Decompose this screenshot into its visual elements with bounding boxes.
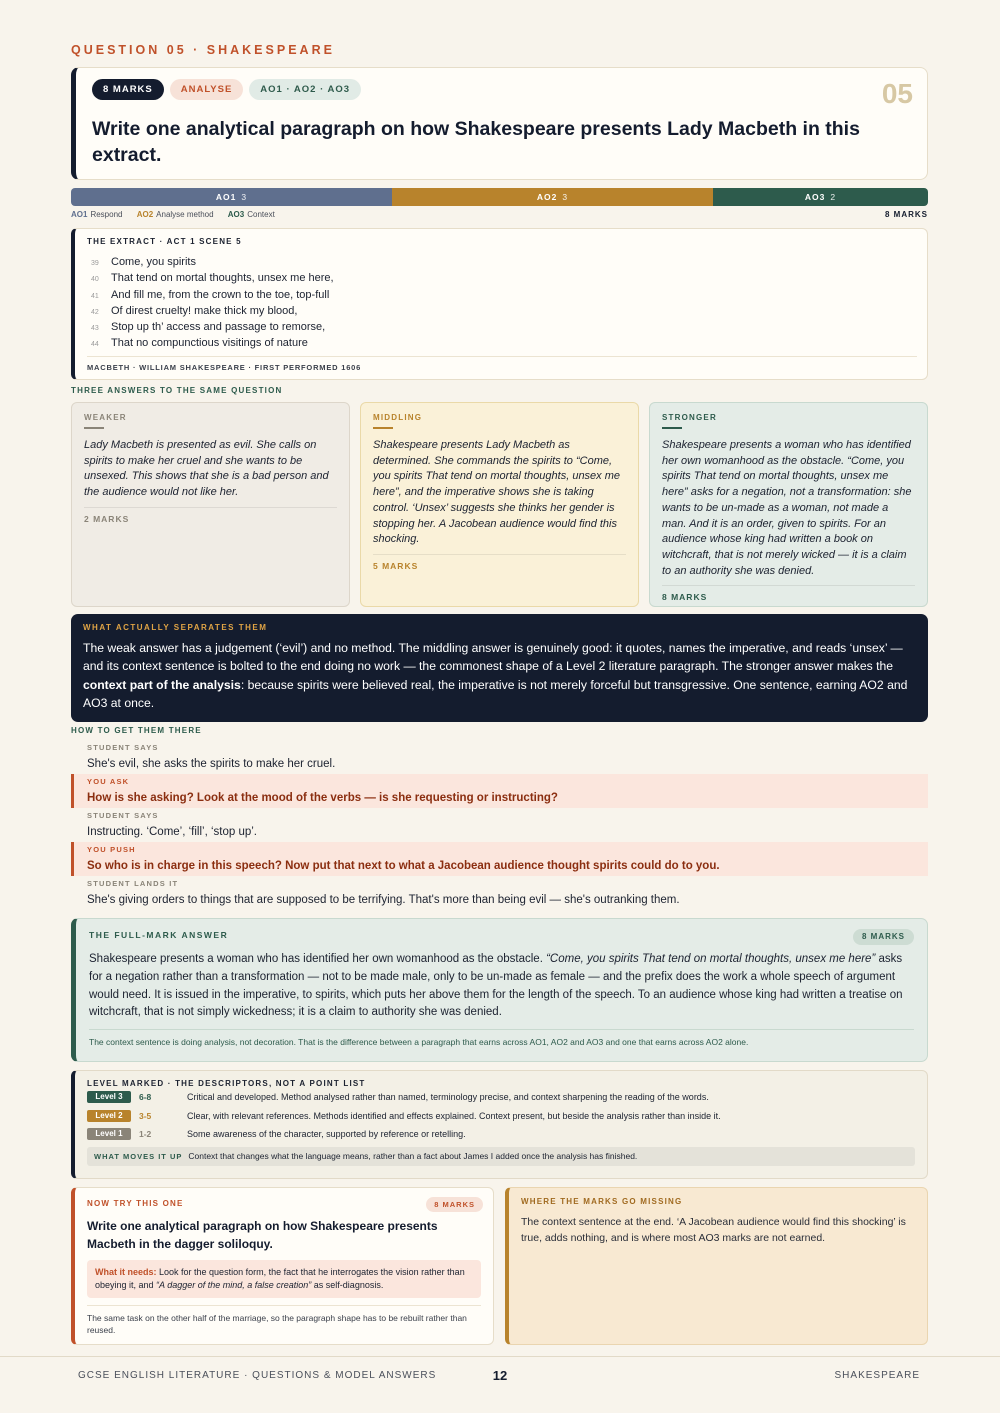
- middling-label: MIDDLING: [373, 413, 423, 422]
- full-mark-note: The context sentence is doing analysis, not decoration. That is the difference between a paragraph that earns across AO1, AO2 and AO3 and one that earns across AO2 alone.: [89, 1029, 914, 1047]
- speaker-text: How is she asking? Look at the mood of the verbs — is she requesting or instructing?: [87, 792, 558, 804]
- question-card: [71, 67, 928, 180]
- stronger-answer-card: [649, 402, 928, 607]
- extract-line: 42 Of direst cruelty! make thick my blood,: [91, 304, 298, 317]
- legend-ao3: AO3 Context: [227, 210, 275, 219]
- moves-it-up-strip: WHAT MOVES IT UP Context that changes what the language means, rather than a fact about James I added once the analysis has finished.: [87, 1147, 915, 1166]
- question-text: Write one analytical paragraph on how Shakespeare presents Lady Macbeth in this extract.: [92, 118, 860, 166]
- extract-title: THE EXTRACT · ACT 1 SCENE 5: [87, 237, 242, 246]
- dialogue-section-label: HOW TO GET THEM THERE: [71, 726, 202, 735]
- level-row: [87, 1107, 915, 1126]
- full-mark-label: THE FULL-MARK ANSWER: [89, 930, 229, 940]
- dialogue-turn: [71, 876, 928, 910]
- ao1-segment: AO1 3: [71, 188, 392, 206]
- stronger-label: STRONGER: [662, 413, 717, 422]
- weaker-label: WEAKER: [84, 413, 127, 422]
- total-marks: 8 MARKS: [884, 210, 928, 219]
- level-row: [87, 1088, 915, 1107]
- level-badge: Level 1: [87, 1128, 131, 1140]
- extract-card: [71, 228, 928, 380]
- level-marks: 6-8: [139, 1092, 152, 1103]
- speaker-label: YOU PUSH: [87, 845, 136, 854]
- dialogue-turn: [71, 774, 928, 808]
- extract-line: 44 That no compunctious visitings of nature: [91, 337, 308, 350]
- legend-ao1: AO1 Respond: [71, 210, 123, 219]
- ao3-segment: AO3 2: [713, 188, 928, 206]
- stronger-marks: 8 MARKS: [662, 585, 915, 602]
- dialogue-turn: [71, 808, 928, 842]
- ao-weighting-bar: [71, 188, 928, 206]
- weaker-marks: 2 MARKS: [84, 507, 337, 524]
- missing-text: The context sentence at the end. ‘A Jacobean audience would find this shocking’ is true, adds nothing, and is where most AO3 marks are not earned.: [521, 1216, 906, 1244]
- dialogue-turn: [71, 740, 928, 774]
- question-number: 05: [881, 78, 913, 109]
- footer-section: SHAKESPEARE: [834, 1370, 920, 1381]
- try-badge: 8 MARKS: [426, 1197, 483, 1212]
- divider: [84, 427, 104, 429]
- levels-label: LEVEL MARKED · THE DESCRIPTORS, NOT A POINT LIST: [87, 1079, 366, 1088]
- middling-text: Shakespeare presents Lady Macbeth as determined. She commands the spirits to “Come, you spirits That tend on mortal thoughts, unsex me here”, and the imperative shows she is taking control. ‘Unsex’ suggests she thinks her gender is stopping her. A Jacobean audience would find this shocking.: [373, 439, 621, 546]
- divider: [373, 427, 393, 429]
- speaker-text: Instructing. ‘Come’, ‘fill’, ‘stop up’.: [87, 826, 258, 838]
- level-marks: 1-2: [139, 1129, 152, 1140]
- level-descriptors-card: [71, 1070, 928, 1179]
- extract-line: 41 And fill me, from the crown to the toe, top-full: [91, 288, 330, 301]
- level-marks: 3-5: [139, 1110, 152, 1121]
- extract-line: 40 That tend on mortal thoughts, unsex me here,: [91, 272, 334, 285]
- weaker-answer-card: [71, 402, 350, 607]
- question-pills: [92, 79, 361, 100]
- speaker-text: She's giving orders to things that are supposed to be terrifying. That's more than being evil — she's outranking them.: [87, 894, 680, 906]
- try-this-card: [71, 1187, 494, 1345]
- level-descriptor: Critical and developed. Method analysed rather than named, terminology precise, and context sharpening the reading of the words.: [187, 1092, 709, 1103]
- separates-label: WHAT ACTUALLY SEPARATES THEM: [83, 623, 268, 632]
- level-row: [87, 1125, 915, 1144]
- try-needs: What it needs: Look for the question form, the fact that he interrogates the vision rather than obeying it, and “A dagger of the mind, a false creation” as self-diagnosis.: [87, 1260, 481, 1298]
- full-mark-answer-card: [71, 918, 928, 1062]
- separates-text: The weak answer has a judgement (‘evil’) and no method. The middling answer is genuinely good: it quotes, names the imperative, and reads ‘unsex’ — and its context sentence is bolted to the end doing no work — the commonest shape of a Level 2 literature paragraph. The stronger answer makes the context part of the analysis: because spirits were believed real, the imperative is not merely forceful but transgressive. One sentence, earning AO2 and AO3 at once.: [83, 641, 908, 710]
- speaker-text: She's evil, she asks the spirits to make her cruel.: [87, 758, 336, 770]
- ao2-segment: AO2 3: [392, 188, 713, 206]
- level-descriptor: Some awareness of the character, supported by reference or retelling.: [187, 1129, 466, 1140]
- try-foot: The same task on the other half of the marriage, so the paragraph shape has to be rebuilt rather than reused.: [87, 1305, 481, 1336]
- question-kicker: QUESTION 05 · SHAKESPEARE: [71, 43, 335, 57]
- stronger-text: Shakespeare presents a woman who has identified her own womanhood as the obstacle. “Come, you spirits That tend on mortal thoughts, unsex me here” asks for a negation, not a transformation: she wants to be un-made as a woman, not made a man. And it is an order, given to spirits. For an audience whose king had written a book on witchcraft, that is not merely wicked — it is a claim to an authority she was denied.: [662, 439, 912, 577]
- coaching-dialogue: [71, 740, 928, 910]
- level-badge: Level 3: [87, 1091, 131, 1103]
- missing-label: WHERE THE MARKS GO MISSING: [521, 1197, 683, 1206]
- try-label: NOW TRY THIS ONE: [87, 1199, 184, 1208]
- speaker-label: STUDENT SAYS: [87, 811, 159, 820]
- divider: [662, 427, 682, 429]
- try-question: Write one analytical paragraph on how Shakespeare presents Macbeth in the dagger soliloquy.: [87, 1219, 438, 1251]
- page-number: 12: [492, 1368, 508, 1383]
- footer-title: GCSE ENGLISH LITERATURE · QUESTIONS & MODEL ANSWERS: [78, 1370, 437, 1381]
- extract-source: MACBETH · WILLIAM SHAKESPEARE · FIRST PERFORMED 1606: [87, 356, 917, 372]
- ao-legend: [71, 210, 928, 219]
- answers-section-label: THREE ANSWERS TO THE SAME QUESTION: [71, 386, 283, 395]
- full-mark-text: Shakespeare presents a woman who has identified her own womanhood as the obstacle. “Come, you spirits That tend on mortal thoughts, unsex me here” asks for a negation rather than a transformation — not to be made male, only to be un-made as female — and the prefix does the work a whole speech of argument would need. It is issued in the imperative, to spirits, which puts her above them for the length of the speech. To an audience whose king had written a treatise on witchcraft, that is not simply wickedness; it is a claim to authority she was denied.: [89, 953, 903, 1019]
- speaker-label: STUDENT SAYS: [87, 743, 159, 752]
- page-footer: [0, 1356, 1000, 1413]
- legend-ao2: AO2 Analyse method: [136, 210, 214, 219]
- skill-pill: ANALYSE: [170, 79, 244, 100]
- extract-lines: [91, 254, 334, 352]
- full-mark-badge: 8 MARKS: [853, 929, 914, 945]
- ao-pill: AO1 · AO2 · AO3: [249, 79, 361, 100]
- speaker-label: YOU ASK: [87, 777, 130, 786]
- marks-missing-card: [505, 1187, 928, 1345]
- weaker-text: Lady Macbeth is presented as evil. She calls on spirits to make her cruel and she wants to be unsexed. This shows that she is a bad person and the audience would not like her.: [84, 439, 329, 499]
- level-descriptor: Clear, with relevant references. Methods identified and effects explained. Context present, but beside the analysis rather than inside it.: [187, 1110, 721, 1121]
- level-badge: Level 2: [87, 1110, 131, 1122]
- marks-pill: 8 MARKS: [92, 79, 164, 100]
- speaker-text: So who is in charge in this speech? Now put that next to what a Jacobean audience thought spirits could do to you.: [87, 860, 720, 872]
- dialogue-turn: [71, 842, 928, 876]
- separates-panel: [71, 614, 928, 722]
- middling-answer-card: [360, 402, 639, 607]
- middling-marks: 5 MARKS: [373, 554, 626, 571]
- speaker-label: STUDENT LANDS IT: [87, 879, 179, 888]
- extract-line: 43 Stop up th’ access and passage to remorse,: [91, 321, 326, 334]
- extract-line: 39 Come, you spirits: [91, 256, 196, 268]
